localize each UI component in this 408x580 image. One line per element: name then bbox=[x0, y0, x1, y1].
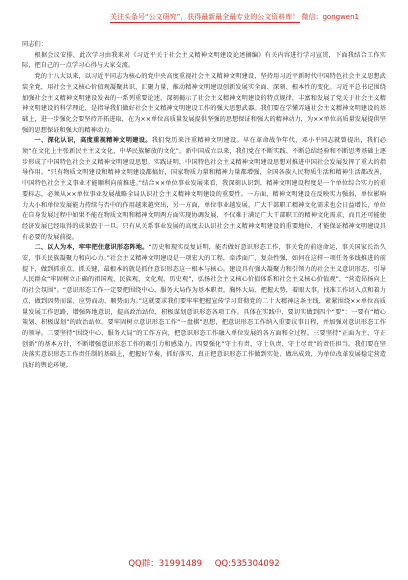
section-2-heading: 二、以人为本，牢牢把住意识形态阵地。 bbox=[34, 244, 149, 252]
section-2-body: “历史和现实反复证明，能否做好意识形态工作，事关党的前途命运，事关国家长治久安，事关民族凝聚力和向心力。”社会主义精神文明建设是一项宏大的工程，牵涉面广、复杂性强，如何在这样一项任务多线推进的前提下，做到抓重点、抓关键，最根本的就是抓住意识形态这一根本与核心。建设具有强大凝聚力和引领力的社会主义意识形态，引导人民群众“牢固树立正确的祖国观、民族观、文化观、历史观”，弘扬社会主义核心价值体系和社会主义核心价值观”，“营造昂扬向上的社会氛围”。“意识形态工作一定要把围绕中心、服务大局作为基本职责，胸怀大局、把握大势，着眼大事，找准工作切入点和着力点，做到因势而谋、应势而动、顺势而为。”这就要求我们要牢牢把握宣传学习贯彻党的二十大精神这条主线，紧紧围绕××单位高质量发展工作思路，增强阵地意识，提高政治站位，积极谋划意识形态各项工作。具体在实践中，要切实做到四个“要”：一要有“精心策划、积极谋划”的政治站位。要牢固树立意识形态工作“一盘棋”思想，把意识形态工作纳入重要议事日程，并加强对意识形态工作的领导。二要坚持“围绕中心、服务大局”的工作方向，把意识形态工作融入单位发展的各方面和全过程。三要坚持“正面为主、守正创新”的基本方针，不断增强意识形态工作的吸引力和感染力。四要强化“守土有责、守土负责、守土尽责”的责任担当。我们要在坚决落实意识形态工作责任制的基础上，把握好节奏、抓好落实，真正把意识形态工作做到实处、做出成效，为单位改革发展稳定营造良好的舆论环境。 bbox=[22, 244, 386, 370]
section-1 bbox=[22, 136, 386, 243]
document-body bbox=[22, 40, 386, 372]
section-1-heading-tail: 我们党历来注重精神文明建设。 bbox=[151, 137, 243, 145]
paragraph-background: 党的十八大以来，以习近平同志为核心的党中央高度重视社会主义精神文明建设，坚持用习近平新时代中国特色社会主义思想武装全党，用社会主义核心价值观凝聚共识、汇聚力量，推动精神文明建设创新发展实全面、深刻、根本性的变化。习近平总书记围绕加强社会主义精神文明建设发表的一系列重要论述，深刻揭示了社会主义精神文明建设的特点规律，丰富和发展了党关于社会主义精神文明建设的科学理论，是指导我们做好社会主义精神文明建设工作的强大思想武器。我们要在学懂弄通社会主义精神文明建设的基础上，进一步强化会要坚持开拓进取，在为××单位高质量发展提供坚强的思想保证和强大的精神动力，为××单位高质量发展提供坚强的思想保证和强大的精神动力。 bbox=[22, 73, 386, 134]
section-1-heading: 一、深化认识，高度重视精神文明建设。 bbox=[34, 137, 152, 145]
footer-contact bbox=[0, 557, 408, 569]
header-banner: 关注头条号“公文研究”，获得最新最全最专业的公文资料库！ 微信：gongwen1 bbox=[110, 13, 360, 21]
greeting: 同志们： bbox=[22, 41, 47, 48]
section-1-body: 早在革命战争年代，邓小平同志就曾提出，我们必须“在文化上主张新民主主义文化，中华民族解放的文化”。新中国成立以来，我们党在不断实践、不断总结经验和不断思考基础上逐步形成了中国特色社会主义精神文明建设思想。实践证明，中国特色社会主义精神文明建设思想对推进中国社会发展发挥了重大的指导作用。“只有物质文明建设和精神文明建设都搞好，国家物质力量和精神力量都增强，全国各族人民物质生活和精神生活都改善，中国特色社会主义事业才能顺利向前推进。”结合××单位事业发展来看，我深刻认识到，精神文明建设程度是一个单位综合实力的重要标志，必须从××单位事业发展战略全局认识社会主义精神文明建设的重要性。一方面，精神文明建设在反映实力强弱，单位影响力大小和单位发展能力持续与否中的作用越来越突出，另一方面，单位事业越发展，广大干部职工精神文化需求也会日益增长，单位在自身发展过程中如果不能在物质文明和精神文明两方面实现协调发展，不仅难于满足广大干部职工的精神文化需求，而且还可能使经济发展已经取得的成果毁于一旦。只有从关系事业发展的高度去认识社会主义精神文明建设的重要地位，才能保证精神文明建设具有必要的发展前提。 bbox=[22, 137, 386, 241]
footer-qq: QQ:535304092 bbox=[214, 559, 280, 569]
footer-qq-group: QQ群：31991489 bbox=[128, 559, 203, 569]
section-2 bbox=[22, 243, 386, 371]
paragraph-intro: 根据会议安排，此次学习由我来对《习近平关于社会主义精神文明建设论述摘编》有关内容进行学习宣贯，下面我结合工作实际，把自己的一点学习心得与大家交流。 bbox=[22, 51, 386, 70]
